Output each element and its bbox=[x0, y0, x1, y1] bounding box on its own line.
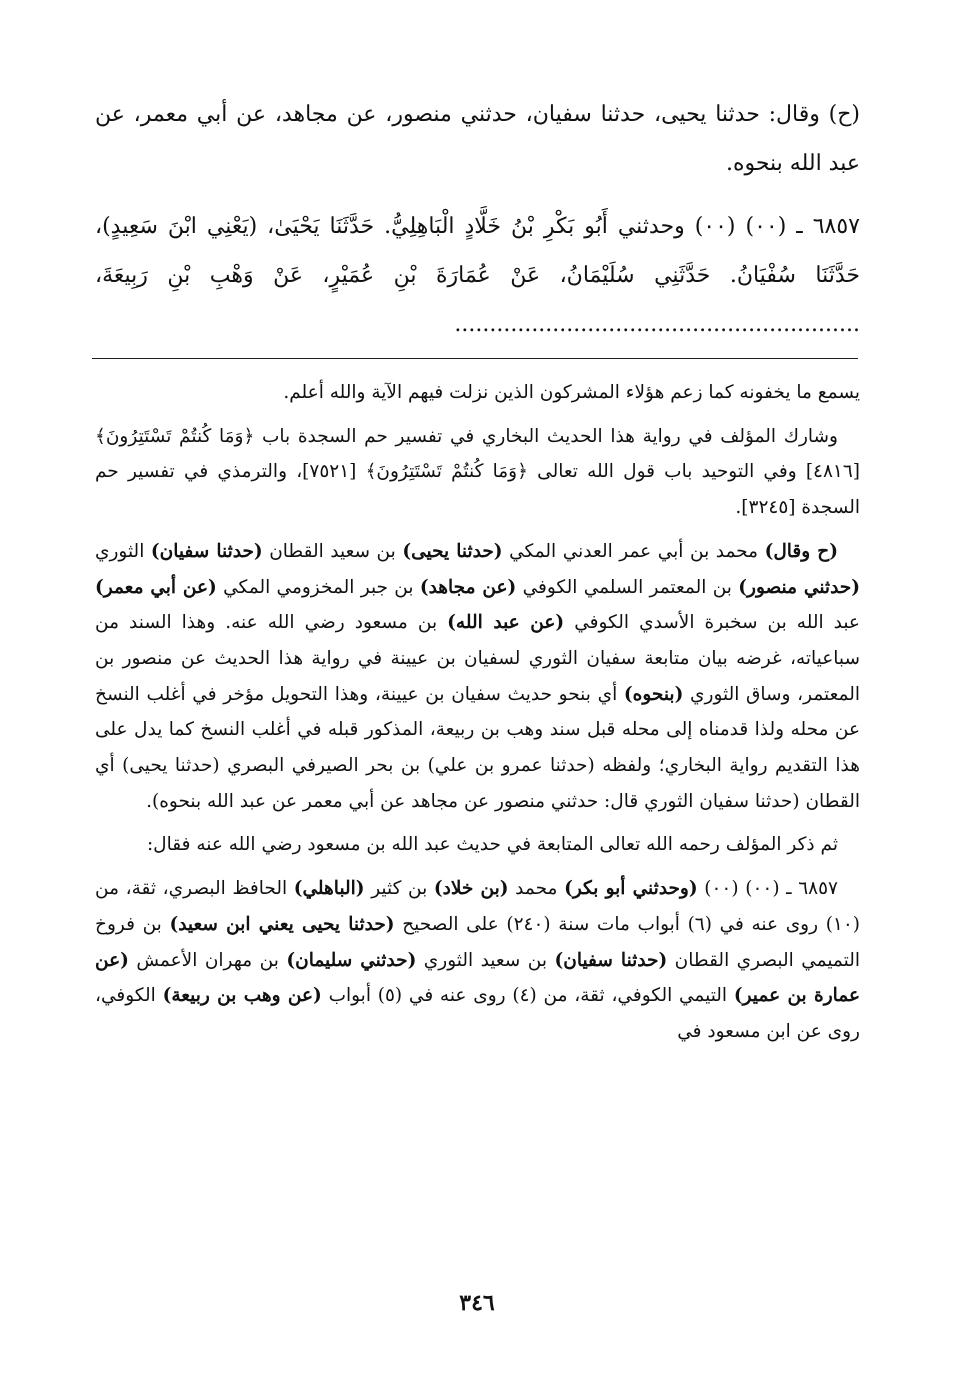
bold-phrase: (عن مجاهد) bbox=[419, 576, 517, 598]
bold-phrase: (عن وهب بن ربيعة) bbox=[162, 985, 322, 1007]
hadith-text bbox=[95, 90, 860, 349]
commentary-paragraph-1: يسمع ما يخفونه كما زعم هؤلاء المشركون الذين نزلت فيهم الآية والله أعلم. bbox=[283, 382, 860, 403]
bold-phrase: (حدثني سليمان) bbox=[286, 949, 417, 971]
plain-phrase: بن فروخ التميمي البصري القطان bbox=[95, 913, 860, 971]
plain-phrase: محمد bbox=[508, 878, 565, 900]
bold-phrase: (حدثنا سفيان) bbox=[554, 949, 668, 971]
plain-phrase: بن جبر المخزومي المكي bbox=[216, 576, 420, 598]
bold-phrase: (حدثنا سفيان) bbox=[150, 540, 263, 562]
plain-phrase: الكوفي، روى عن ابن مسعود في bbox=[95, 985, 860, 1042]
bold-phrase: (ح وقال) bbox=[764, 540, 838, 562]
commentary bbox=[95, 375, 860, 1050]
bold-phrase: (بن خلاد) bbox=[433, 878, 509, 900]
bold-phrase: (الباهلي) bbox=[293, 878, 365, 900]
bold-phrase: (وحدثني أبو بكر) bbox=[564, 878, 698, 900]
commentary-paragraph-5 bbox=[95, 871, 860, 1050]
bold-phrase: (عن أبي معمر) bbox=[95, 576, 217, 598]
plain-phrase: بن مهران الأعمش bbox=[128, 949, 287, 971]
plain-phrase: بن المعتمر السلمي الكوفي bbox=[516, 576, 739, 598]
plain-phrase: بن سعيد القطان bbox=[262, 540, 403, 562]
plain-phrase: أي بنحو حديث سفيان بن عيينة، وهذا التحويل مؤخر في أغلب النسخ عن محله ولذا قدمناه إلى محله قبل سند وهب بن ربيعة، المذكور قبله في أغلب النسخ كما يدل على هذا التقديم رواية البخاري؛ ولفظه (حدثنا عمرو بن علي) بن بحر الصيرفي البصري (حدثنا يحيى) أي القطان (حدثنا سفيان الثوري قال: حدثني منصور عن مجاهد عن أبي معمر عن عبد الله بنحوه). bbox=[95, 683, 860, 812]
hadith-6857: ٦٨٥٧ ـ (٠٠) (٠٠) وحدثني أَبُو بَكْرِ بْنُ خَلَّادٍ الْبَاهِلِيُّ. حَدَّثَنَا يَحْيَىٰ، (يَعْنِي ابْنَ سَعِيدٍ)، حَدَّثَنَا سُفْيَانُ. حَدَّثَنِي سُلَيْمَانُ، عَنْ عُمَارَةَ بْنِ عُمَيْرٍ، عَنْ وَهْبِ بْنِ رَبِيعَةَ، .......................................................... bbox=[95, 214, 860, 337]
plain-phrase: ٦٨٥٧ ـ (٠٠) (٠٠) bbox=[697, 878, 838, 900]
plain-phrase: الحافظ البصري، ثقة، من (١٠) روى عنه في (٦) أبواب مات سنة (٢٤٠) على الصحيح bbox=[95, 878, 860, 935]
commentary-paragraph-4: ثم ذكر المؤلف رحمه الله تعالى المتابعة في حديث عبد الله بن مسعود رضي الله عنه فقال: bbox=[146, 834, 838, 856]
plain-phrase: بن كثير bbox=[364, 878, 434, 900]
commentary-paragraph-2: وشارك المؤلف في رواية هذا الحديث البخاري في تفسير حم السجدة باب ﴿وَمَا كُنتُمْ تَسْتَتِرُونَ﴾ [٤٨١٦] وفي التوحيد باب قول الله تعالى ﴿وَمَا كُنتُمْ تَسْتَتِرُونَ﴾ [٧٥٢١]، والترمذي في تفسير حم السجدة [٣٢٤٥]. bbox=[95, 425, 861, 519]
bold-phrase: (عن عبد الله) bbox=[447, 612, 565, 634]
plain-phrase: الثوري bbox=[95, 540, 151, 562]
bold-phrase: (حدثنا يحيى يعني ابن سعيد) bbox=[169, 913, 395, 935]
plain-phrase: التيمي الكوفي، ثقة، من (٤) روى عنه في (٥) أبواب bbox=[321, 985, 734, 1007]
page-number: ٣٤٦ bbox=[459, 1290, 495, 1316]
plain-phrase: محمد بن أبي عمر العدني المكي bbox=[502, 540, 765, 562]
bold-phrase: (عن عمارة بن عمير) bbox=[95, 949, 861, 1007]
tahwil-paragraph: (ح) وقال: حدثنا يحيى، حدثنا سفيان، حدثني منصور، عن مجاهد، عن أبي معمر، عن عبد الله بنحوه. bbox=[95, 102, 860, 176]
commentary-paragraph-3 bbox=[95, 534, 860, 820]
bold-phrase: (بنحوه) bbox=[623, 683, 684, 705]
plain-phrase: بن مسعود رضي الله عنه. وهذا السند من سباعياته، غرضه بيان متابعة سفيان الثوري لسفيان بن عيينة في رواية هذا الحديث عن منصور بن المعتمر، وساق الثوري bbox=[95, 612, 860, 705]
plain-phrase: عبد الله بن سخبرة الأسدي الكوفي bbox=[564, 612, 860, 634]
bold-phrase: (حدثني منصور) bbox=[738, 576, 860, 598]
bold-phrase: (حدثنا يحيى) bbox=[402, 540, 503, 562]
plain-phrase: بن سعيد الثوري bbox=[416, 949, 555, 971]
footnote-divider bbox=[92, 358, 858, 359]
